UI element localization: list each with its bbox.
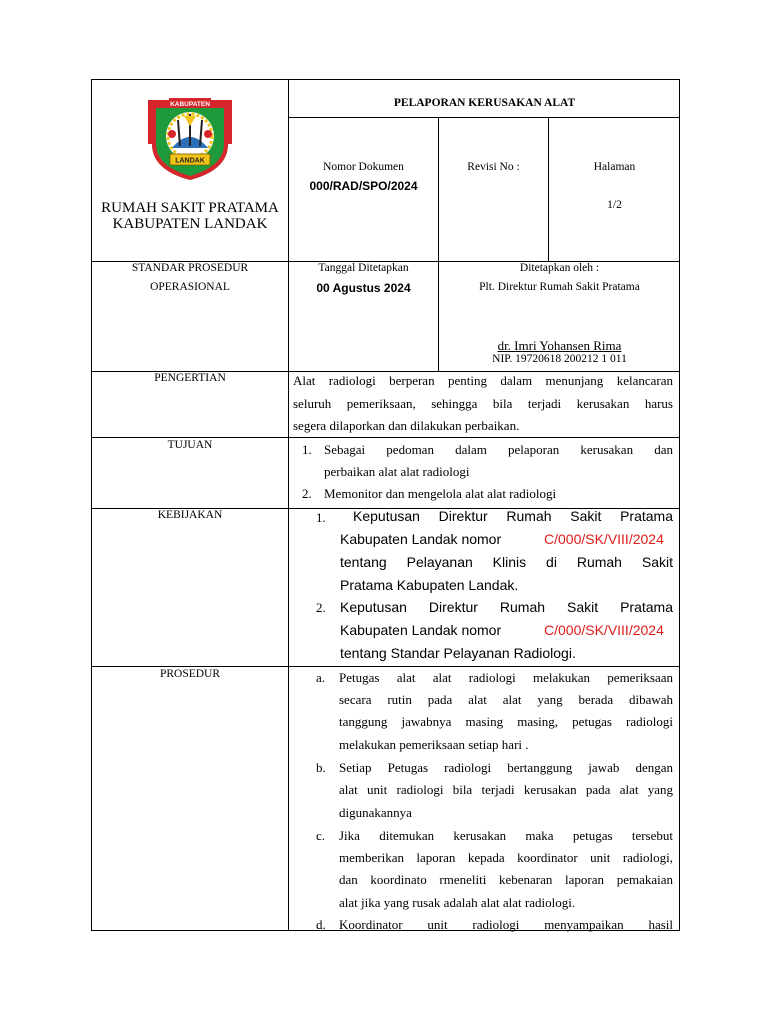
section-label-kebijakan: KEBIJAKAN [157, 509, 223, 521]
prosedur-item-line: tanggung jawabnya masing masing, petugas radiologi [339, 714, 673, 729]
prosedur-item-line: digunakannya [339, 805, 412, 820]
page-label: Halaman [593, 161, 636, 173]
kebijakan-item-num: 2. [316, 600, 326, 615]
section-label-prosedur: PROSEDUR [159, 668, 221, 680]
kebijakan-item-num: 1. [316, 510, 326, 525]
tujuan-item-line: Sebagai pedoman dalam pelaporan kerusakan dan [324, 442, 673, 457]
prosedur-item-num: c. [316, 828, 326, 843]
spo-label-line2: OPERASIONAL [150, 281, 230, 293]
prosedur-item-line: secara rutin pada alat alat yang berada dibawah [339, 692, 673, 707]
tujuan-item-line: perbaikan alat alat radiologi [324, 464, 470, 479]
rule [91, 666, 680, 667]
svg-text:LANDAK: LANDAK [175, 157, 205, 165]
rule [288, 79, 289, 931]
pengertian-line: Alat radiologi berperan penting dalam menunjang kelancaran [293, 373, 673, 388]
tujuan-item-num: 1. [302, 442, 312, 457]
tujuan-item-num: 2. [302, 486, 312, 501]
kebijakan-item-line: tentang Standar Pelayanan Radiologi. [340, 645, 576, 661]
prosedur-item-line: Jika ditemukan kerusakan maka petugas tersebut [339, 828, 673, 843]
kebijakan-item-line: tentang Pelayanan Klinis di Rumah Sakit [340, 554, 673, 570]
svg-text:KABUPATEN: KABUPATEN [170, 101, 210, 108]
kebijakan-item-line: Kabupaten Landak nomor [340, 622, 502, 638]
prosedur-item-line: alat jika yang rusak adalah alat alat radiologi. [339, 895, 576, 910]
section-label-tujuan: TUJUAN [167, 439, 213, 451]
prosedur-item-line: memberikan laporan kepada koordinator unit radiologi, [339, 850, 673, 865]
approved-by-label: Ditetapkan oleh : [519, 262, 600, 274]
kebijakan-item-line: Keputusan Direktur Rumah Sakit Pratama [340, 599, 673, 615]
rule [438, 117, 439, 371]
page-value: 1/2 [607, 199, 622, 211]
date-value: 00 Agustus 2024 [316, 281, 411, 295]
prosedur-item-line: alat unit radiologi bila terjadi kerusakan pada alat yang [339, 782, 673, 797]
prosedur-item-line: Setiap Petugas radiologi bertanggung jawab dengan [339, 760, 673, 775]
prosedur-item-line: dan koordinato rmeneliti kebenaran laporan pemakaian [339, 872, 673, 887]
signer-name: dr. Imri Yohansen Rima [497, 338, 622, 353]
prosedur-item-line: Koordinator unit radiologi menyampaikan hasil [339, 917, 673, 932]
revision-label: Revisi No : [467, 161, 520, 173]
prosedur-item-num: d. [316, 917, 326, 932]
prosedur-item-num: b. [316, 760, 326, 775]
approver-role: Plt. Direktur Rumah Sakit Pratama [479, 281, 640, 293]
tujuan-item-line: Memonitor dan mengelola alat alat radiologi [324, 486, 557, 501]
kebijakan-decree-code: C/000/SK/VIII/2024 [544, 622, 664, 638]
pengertian-line: segera dilaporkan dan dilakukan perbaikan. [293, 418, 520, 433]
rule [91, 437, 680, 438]
kebijakan-item-line: Keputusan Direktur Rumah Sakit Pratama [353, 508, 673, 524]
prosedur-item-num: a. [316, 670, 326, 685]
kebijakan-item-line: Kabupaten Landak nomor [340, 531, 502, 547]
pengertian-line: seluruh pemeriksaan, sehingga bila terjadi kerusakan harus [293, 396, 673, 411]
prosedur-item-line: melakukan pemeriksaan setiap hari . [339, 737, 529, 752]
date-label: Tanggal Ditetapkan [318, 262, 409, 274]
kebijakan-decree-code: C/000/SK/VIII/2024 [544, 531, 664, 547]
rule [288, 117, 680, 118]
kebijakan-item-line: Pratama Kabupaten Landak. [340, 577, 519, 593]
org-name-line1: RUMAH SAKIT PRATAMA [101, 200, 279, 216]
spo-label-line1: STANDAR PROSEDUR [131, 262, 249, 274]
doc-number-label: Nomor Dokumen [323, 161, 404, 173]
rule [548, 117, 549, 261]
prosedur-item-line: Petugas alat alat radiologi melakukan pemeriksaan [339, 670, 673, 685]
doc-number-value: 000/RAD/SPO/2024 [309, 179, 418, 193]
document-title: PELAPORAN KERUSAKAN ALAT [393, 97, 576, 109]
section-label-pengertian: PENGERTIAN [154, 372, 226, 384]
signer-nip: NIP. 19720618 200212 1 011 [492, 353, 627, 365]
kabupaten-landak-emblem-icon [142, 96, 238, 182]
org-name-line2: KABUPATEN LANDAK [112, 216, 268, 232]
